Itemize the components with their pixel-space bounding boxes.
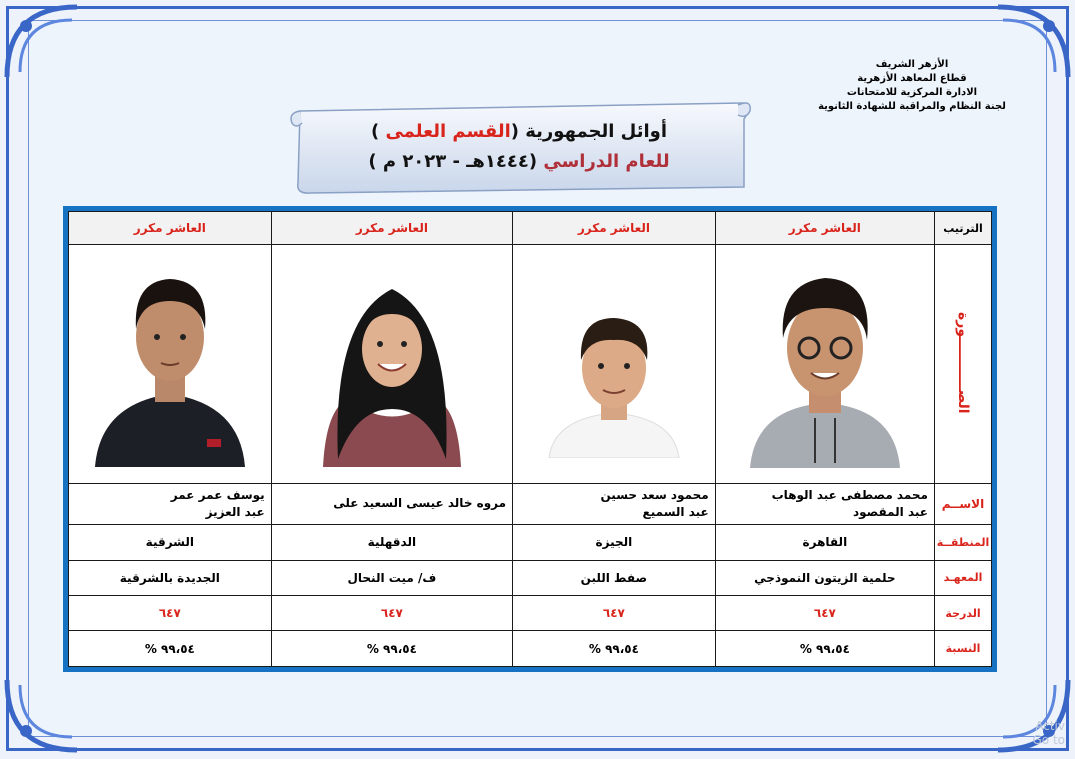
institution-header <box>787 58 1037 114</box>
percent-row <box>69 631 992 667</box>
grade-row <box>69 596 992 631</box>
grade-cell: ٦٤٧ <box>271 596 512 631</box>
percent-cell: ٩٩،٥٤ % <box>69 631 272 667</box>
student-name: محمود سعد حسين عبد السميع <box>513 483 716 525</box>
grade-cell: ٦٤٧ <box>513 596 716 631</box>
institute-row <box>69 560 992 595</box>
region-cell: الدقهلية <box>271 525 512 560</box>
student-name: مروه خالد عيسى السعيد على <box>271 483 512 525</box>
photo-cell <box>271 245 512 483</box>
photo-row <box>69 245 992 483</box>
institute-cell: الجديدة بالشرقية <box>69 560 272 595</box>
student-photo <box>745 258 905 468</box>
rank-label: الترتيب <box>935 212 992 245</box>
results-table-frame <box>63 206 997 672</box>
main-title: أوائل الجمهورية (القسم العلمى ) <box>370 121 668 142</box>
grade-cell: ٦٤٧ <box>69 596 272 631</box>
region-label: المنطقــة <box>935 525 992 560</box>
percent-cell: ٩٩،٥٤ % <box>513 631 716 667</box>
grade-cell: ٦٤٧ <box>715 596 934 631</box>
institute-label: المعهـد <box>935 560 992 595</box>
scroll-banner-shape <box>286 97 752 197</box>
percent-cell: ٩٩،٥٤ % <box>715 631 934 667</box>
header-line-3: الادارة المركزية للامتحانات <box>846 87 978 98</box>
rank-cell: العاشر مكرر <box>69 212 272 245</box>
photo-cell <box>69 245 272 483</box>
corner-ornament-top-left <box>2 2 82 82</box>
institute-cell: صفط اللبن <box>513 560 716 595</box>
rank-cell: العاشر مكرر <box>513 212 716 245</box>
grade-label: الدرجة <box>935 596 992 631</box>
student-name: يوسف عمر عمر عبد العزيز <box>69 483 272 525</box>
percent-label: النسبة <box>935 631 992 667</box>
rank-row <box>69 212 992 245</box>
year-label: للعام الدراسي <box>543 151 670 172</box>
student-photo <box>539 298 689 458</box>
corner-ornament-bottom-left <box>2 675 82 755</box>
year-value: (١٤٤٤هـ - ٢٠٢٣ م ) <box>368 151 544 172</box>
region-cell: الجيزة <box>513 525 716 560</box>
region-row <box>69 525 992 560</box>
student-photo <box>318 259 466 467</box>
name-label: الاســم <box>935 483 992 525</box>
title-scroll <box>286 97 752 197</box>
header-line-2: قطاع المعاهد الأزهرية <box>857 73 967 84</box>
region-cell: القاهرة <box>715 525 934 560</box>
name-row <box>69 483 992 525</box>
rank-cell: العاشر مكرر <box>271 212 512 245</box>
header-line-1: الأزهر الشريف <box>875 59 949 70</box>
header-line-4: لجنة النظام والمراقبة للشهادة الثانوية <box>818 101 1006 112</box>
institute-cell: ف/ ميت النحال <box>271 560 512 595</box>
photo-label: الصـــــــــــورة <box>935 245 992 483</box>
student-photo <box>95 259 245 467</box>
academic-year <box>286 151 752 172</box>
section-name: القسم العلمى <box>385 121 511 142</box>
activation-watermark: Activ Go to <box>1032 719 1065 747</box>
photo-cell <box>715 245 934 483</box>
rank-cell: العاشر مكرر <box>715 212 934 245</box>
results-table <box>68 211 992 667</box>
region-cell: الشرقية <box>69 525 272 560</box>
student-name: محمد مصطفى عبد الوهاب عبد المقصود <box>715 483 934 525</box>
institute-cell: حلمية الزيتون النموذجي <box>715 560 934 595</box>
photo-cell <box>513 245 716 483</box>
percent-cell: ٩٩،٥٤ % <box>271 631 512 667</box>
